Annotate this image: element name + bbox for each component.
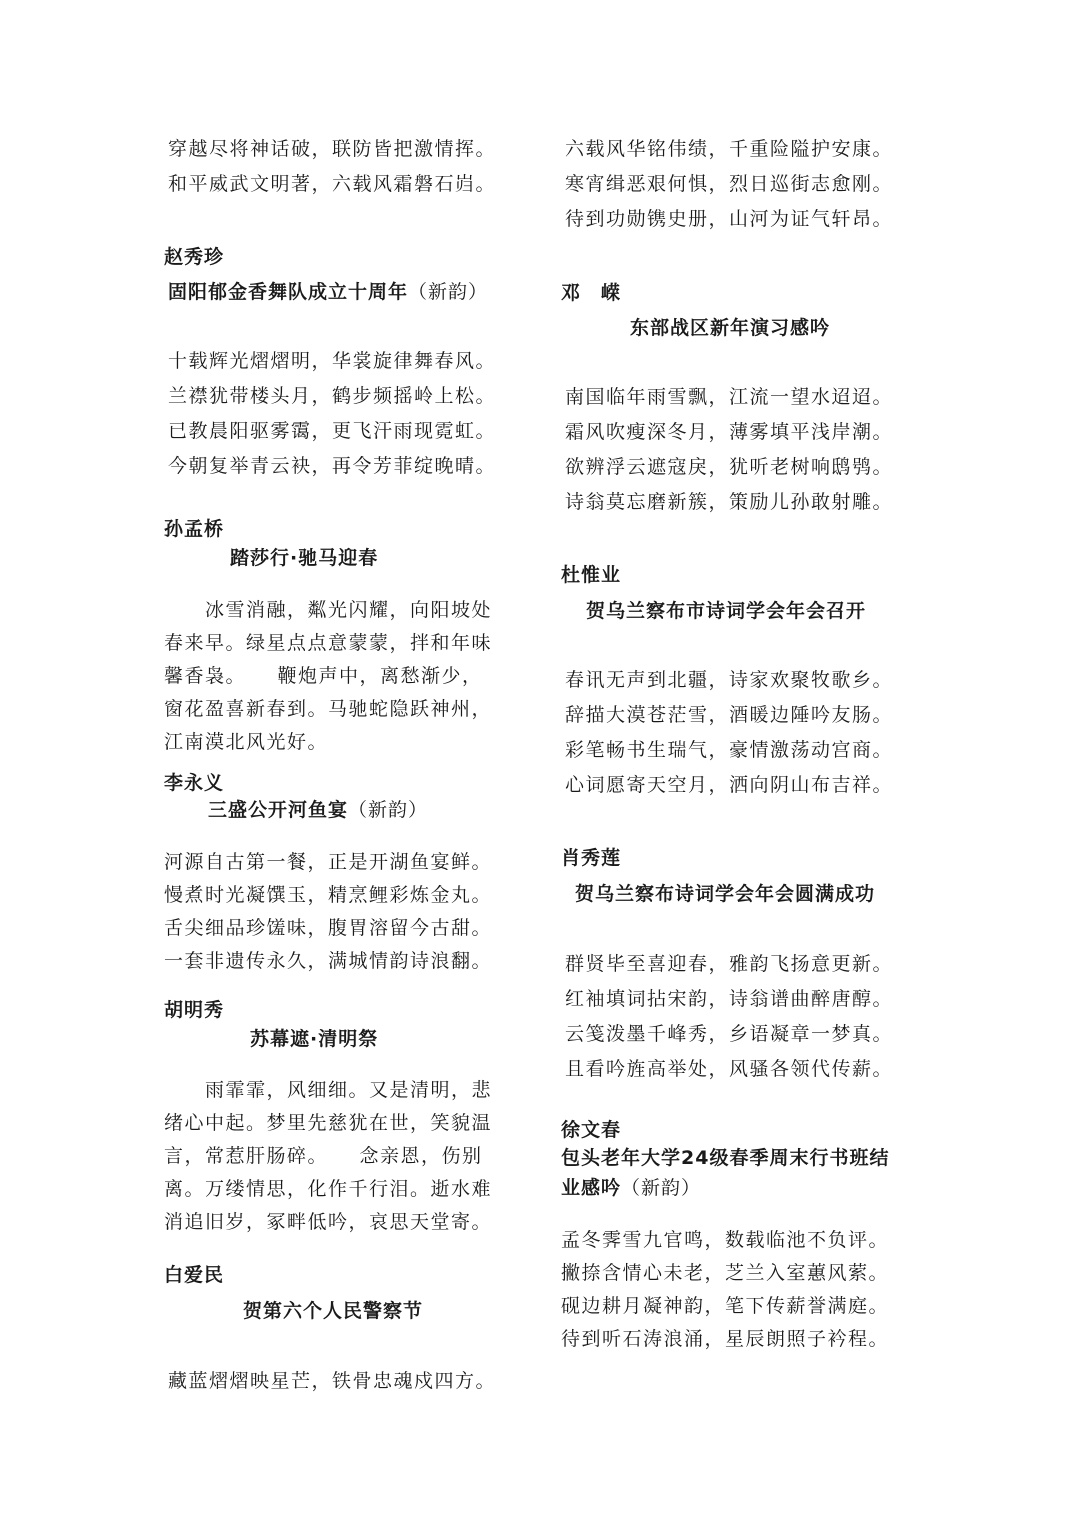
left-continuation [168,134,496,204]
right-continuation [565,134,893,239]
verse-line: 红袖填词拈宋韵，诗翁谱曲醉唐醇。 [565,988,894,1010]
verse-line: 诗翁莫忘磨新簇，策励儿孙敢射雕。 [565,491,894,513]
poem-title-line [561,1173,889,1203]
poem-body: 河源自古第一餐，正是开湖鱼宴鲜。 慢煮时光凝馔玉，精烹鲤彩炼金丸。 舌尖细品珍馐味，腹胃溶留今古甜。 一套非遗传永久，满城情韵诗浪翻。 [164,851,493,972]
verse-line: 辞描大漠苍茫雪，酒暖边陲吟友肠。 [565,704,894,726]
verse-line: 霜风吹瘦深冬月，薄雾填平浅岸潮。 [565,421,894,443]
poem-author: 肖秀莲 [561,847,622,869]
poem-author: 孙孟桥 [164,518,225,540]
verse-line: 云笺泼墨千峰秀，乡语凝章一梦真。 [565,1023,894,1045]
verse-line: 六载风华铭伟绩，千重险隘护安康。 [565,138,894,160]
poem-title-note: （新韵） [348,799,429,821]
verse-line: 春讯无声到北疆，诗家欢聚牧歌乡。 [565,669,894,691]
poem-body [168,1366,496,1401]
poem-title-note: （新韵） [408,281,489,303]
poem-author: 胡明秀 [164,999,225,1021]
verse-line: 兰襟犹带楼头月，鹤步频摇岭上松。 [168,385,497,407]
verse-line: 十载辉光熠熠明，华裳旋律舞春风。 [168,350,497,372]
poem-body [565,665,893,805]
poem-body: 孟冬霁雪九官鸣，数载临池不负评。 撇捺含情心未老，芝兰入室蕙风萦。 砚边耕月凝神韵，笔下传薪誉满庭。 待到听石涛浪涌，星辰朗照子衿程。 [561,1229,890,1350]
verse-line: 和平威武文明著，六载风霜磐石岿。 [168,173,497,195]
poem-title: 贺第六个人民警察节 [243,1300,424,1322]
verse-line: 穿越尽将神话破，联防皆把激情挥。 [168,138,497,160]
verse-line: 已教晨阳驱雾霭，更飞汗雨现霓虹。 [168,420,497,442]
verse-line: 彩笔畅书生瑞气，豪情激荡动宫商。 [565,739,894,761]
verse-line: 欲辨浮云遮寇戾，犹听老树响鸱鸮。 [565,456,894,478]
poem-body [168,346,496,486]
verse-line: 且看吟旌高举处，风骚各领代传薪。 [565,1058,894,1080]
verse-line: 今朝复举青云袂，再令芳菲绽晚晴。 [168,455,497,477]
poem-title: 贺乌兰察布市诗词学会年会召开 [586,600,867,622]
verse-line: 群贤毕至喜迎春，雅韵飞扬意更新。 [565,953,894,975]
poem-author: 徐文春 [561,1119,622,1141]
poem-title: 苏幕遮·清明祭 [250,1028,379,1050]
poem-body: 冰雪消融，粼光闪耀，向阳坡处 春来早。绿星点点意蒙蒙，拌和年味 馨香袅。 鞭炮声中，离愁渐少， 窗花盈喜新春到。马驰蛇隐跃神州， 江南漠北风光好。 [164,599,493,753]
poem-title-text: 业感吟 [561,1177,622,1199]
poem-title-line: 包头老年大学24级春季周末行书班结 [561,1147,890,1169]
verse-line: 南国临年雨雪飘，江流一望水迢迢。 [565,386,894,408]
verse-line: 心词愿寄天空月，洒向阴山布吉祥。 [565,774,894,796]
poem-author: 赵秀珍 [164,246,225,268]
poem-title: 踏莎行·驰马迎春 [230,547,379,569]
verse-line: 藏蓝熠熠映星芒，铁骨忠魂戍四方。 [168,1370,497,1392]
poem-title-note: （新韵） [621,1177,702,1199]
poem-title [208,795,428,822]
poem-body: 雨霏霏，风细细。又是清明，悲 绪心中起。梦里先慈犹在世，笑貌温 言，常惹肝肠碎。 念亲恩，伤别 离。万缕情思，化作千行泪。逝水难 消追旧岁，冢畔低吟，哀思天堂寄。 [164,1079,493,1233]
poem-body [565,949,893,1089]
poem-title-text: 三盛公开河鱼宴 [208,799,349,821]
poem-title [561,1143,889,1203]
verse-line: 寒宵缉恶艰何惧，烈日巡街志愈刚。 [565,173,894,195]
poem-title: 东部战区新年演习感吟 [630,317,831,339]
poem-author: 杜惟业 [561,564,622,586]
poem-author: 李永义 [164,772,225,794]
poem-title: 贺乌兰察布诗词学会年会圆满成功 [575,883,876,905]
verse-line: 待到功勋镌史册，山河为证气轩昂。 [565,208,894,230]
poem-title [168,277,488,304]
poem-author: 白爱民 [164,1264,225,1286]
poem-title-text: 固阳郁金香舞队成立十周年 [168,281,409,303]
poem-author: 邓 嵘 [561,282,622,304]
poem-body [565,382,893,522]
